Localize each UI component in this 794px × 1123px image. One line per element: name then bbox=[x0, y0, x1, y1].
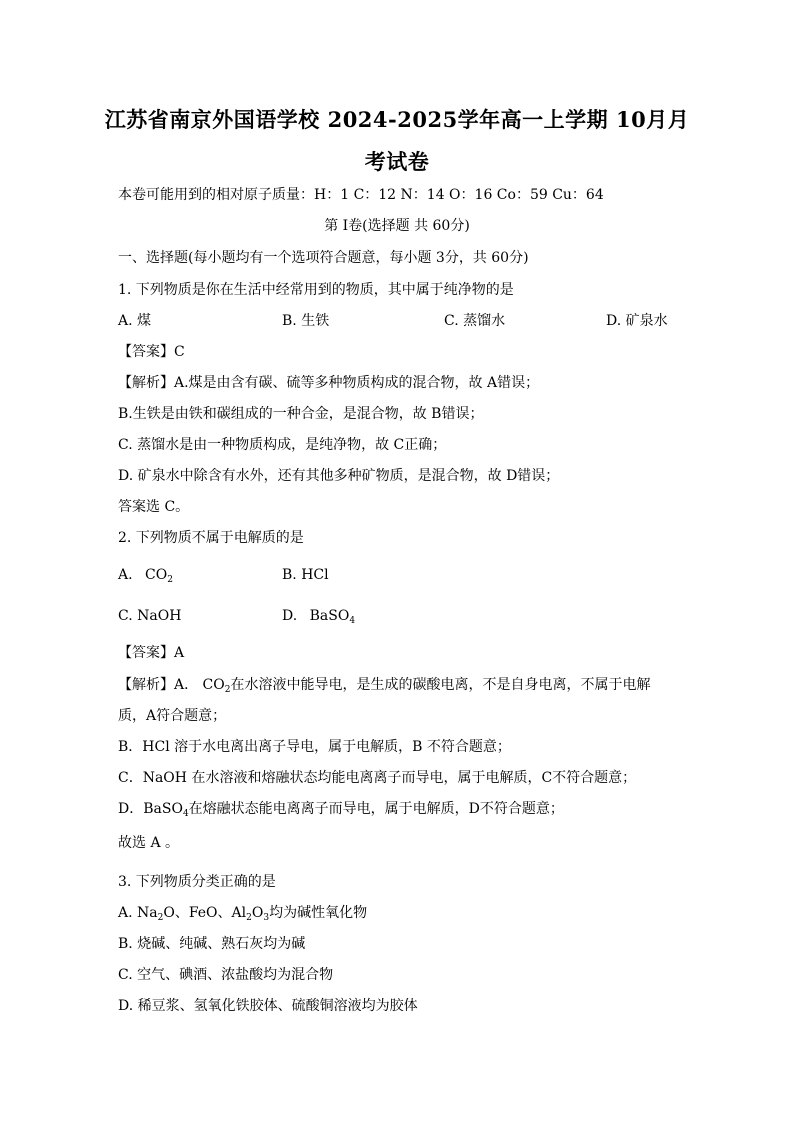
question-2-analysis-d bbox=[118, 799, 564, 824]
question-2-analysis-a-continued: 质，A符合题意； bbox=[118, 708, 227, 724]
option-text: O bbox=[251, 905, 264, 921]
analysis-text: 在熔融状态能电离离子而导电，属于电解质，D不符合题意； bbox=[188, 801, 564, 817]
question-1-conclusion: 答案选 C。 bbox=[118, 499, 190, 515]
question-1-option-b: B. 生铁 bbox=[282, 313, 330, 329]
question-1-analysis-line: B.生铁是由铁和碳组成的一种合金，是混合物，故 B错误； bbox=[118, 406, 484, 422]
chemical-formula bbox=[145, 567, 173, 583]
question-1-analysis-line: C. 蒸馏水是由一种物质构成，是纯净物，故 C正确； bbox=[118, 437, 447, 453]
option-text: 均为碱性氧化物 bbox=[269, 905, 368, 921]
formula-subscript: 4 bbox=[182, 809, 189, 819]
question-3-option-d: D. 稀豆浆、氢氧化铁胶体、硫酸铜溶液均为胶体 bbox=[118, 998, 418, 1014]
option-label: A. bbox=[118, 567, 133, 583]
question-1-stem: 1. 下列物质是你在生活中经常用到的物质，其中属于纯净物的是 bbox=[118, 282, 514, 298]
question-1-analysis-line: 【解析】A.煤是由含有碳、硫等多种物质构成的混合物，故 A错误； bbox=[118, 375, 540, 391]
question-1-option-a: A. 煤 bbox=[118, 313, 152, 329]
question-2-option-a bbox=[118, 565, 173, 590]
formula-subscript: 4 bbox=[349, 616, 356, 626]
formula-subscript: 2 bbox=[167, 575, 173, 585]
question-3-option-c: C. 空气、碘酒、浓盐酸均为混合物 bbox=[118, 967, 334, 983]
analysis-text: 在水溶液中能导电，是生成的碳酸电离，不是自身电离，不属于电解 bbox=[230, 677, 651, 693]
formula-text: CO bbox=[145, 567, 168, 583]
question-2-analysis-b: B．HCl 溶于水电离出离子导电，属于电解质，B 不符合题意； bbox=[118, 739, 511, 755]
question-2-option-c: C. NaOH bbox=[118, 608, 182, 624]
question-3-option-b: B. 烧碱、纯碱、熟石灰均为碱 bbox=[118, 936, 306, 952]
question-2-option-d bbox=[282, 606, 355, 631]
question-2-conclusion: 故选 A 。 bbox=[118, 835, 180, 851]
option-text: A. Na bbox=[118, 905, 158, 921]
question-2-stem: 2. 下列物质不属于电解质的是 bbox=[118, 530, 304, 546]
formula-text: BaSO bbox=[309, 608, 350, 624]
part-one-heading: 一、选择题(每小题均有一个选项符合题意，每小题 3分，共 60分) bbox=[118, 250, 529, 266]
question-1-option-c: C. 蒸馏水 bbox=[444, 313, 506, 329]
formula-subscript: 2 bbox=[157, 913, 164, 923]
chemical-formula bbox=[310, 608, 355, 624]
analysis-text: 【解析】A． CO bbox=[118, 677, 225, 693]
question-2-answer: 【答案】A bbox=[118, 645, 185, 661]
option-label: D. bbox=[282, 608, 298, 624]
question-2-analysis-a bbox=[118, 675, 650, 700]
section-header: 第 I卷(选择题 共 60分) bbox=[324, 218, 470, 234]
question-2-option-b: B. HCl bbox=[282, 567, 329, 583]
analysis-text: D．BaSO bbox=[118, 801, 183, 817]
formula-subscript: 2 bbox=[246, 913, 252, 923]
formula-subscript: 2 bbox=[224, 685, 231, 695]
question-2-analysis-c: C．NaOH 在水溶液和熔融状态均能电离离子而导电，属于电解质，C不符合题意； bbox=[118, 770, 637, 786]
question-3-option-a bbox=[118, 903, 367, 928]
formula-subscript: 3 bbox=[263, 913, 270, 923]
option-text: O、FeO、Al bbox=[163, 905, 247, 921]
question-1-analysis-line: D. 矿泉水中除含有水外，还有其他多种矿物质，是混合物，故 D错误； bbox=[118, 468, 560, 484]
question-3-stem: 3. 下列物质分类正确的是 bbox=[118, 874, 276, 890]
atomic-mass-note: 本卷可能用到的相对原子质量：H：1 C：12 N：14 O：16 Co：59 Cu：64 bbox=[118, 187, 604, 203]
question-1-answer: 【答案】C bbox=[118, 344, 185, 360]
question-1-option-d: D. 矿泉水 bbox=[606, 313, 668, 329]
page-title-line-1: 江苏省南京外国语学校 2024-2025学年高一上学期 10月月 bbox=[104, 107, 690, 132]
page-title-line-2: 考试卷 bbox=[364, 149, 430, 174]
